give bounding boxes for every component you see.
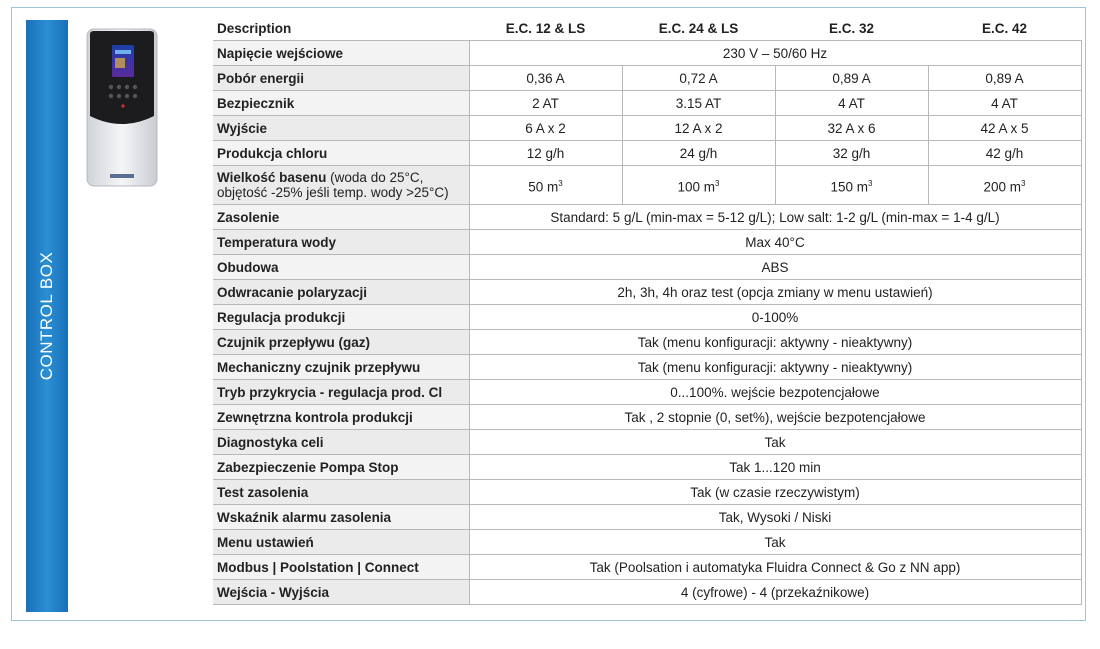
sidebar-label: CONTROL BOX: [37, 251, 56, 381]
table-row: [213, 380, 1081, 405]
cell-value: 32 g/h: [775, 141, 928, 166]
table-row: [213, 530, 1081, 555]
table-row: [213, 41, 1081, 66]
row-label: Modbus | Poolstation | Connect: [213, 555, 469, 580]
row-label: Zabezpieczenie Pompa Stop: [213, 455, 469, 480]
table-row: [213, 255, 1081, 280]
row-value: 0-100%: [469, 305, 1081, 330]
control-box-image: [86, 28, 158, 187]
row-label: Menu ustawień: [213, 530, 469, 555]
cell-value: 50 $m^3$: [469, 166, 622, 205]
row-label: Temperatura wody: [213, 230, 469, 255]
row-label: Zewnętrzna kontrola produkcji: [213, 405, 469, 430]
table-row: [213, 280, 1081, 305]
header-model: E.C. 42: [981, 20, 1028, 36]
row-value: 0...100%. wejście bezpotencjałowe: [469, 380, 1081, 405]
row-value: Tak: [469, 430, 1081, 455]
row-value: Tak (Poolsation i automatyka Fluidra Connect & Go z NN app): [469, 555, 1081, 580]
cell-value: 0,89 A: [775, 66, 928, 91]
row-label: Diagnostyka celi: [213, 430, 469, 455]
header-model: E.C. 32: [828, 20, 875, 36]
cell-value: 42 g/h: [928, 141, 1081, 166]
table-row: [213, 141, 1081, 166]
cell-value: 150 $m^3$: [775, 166, 928, 205]
table-row: [213, 205, 1081, 230]
row-label: Pobór energii: [213, 66, 469, 91]
cell-value: 4 AT: [928, 91, 1081, 116]
row-value: ABS: [469, 255, 1081, 280]
table-row: [213, 355, 1081, 380]
table-row: [213, 455, 1081, 480]
row-value: Tak: [469, 530, 1081, 555]
table-row: [213, 505, 1081, 530]
row-value: Tak (menu konfiguracji: aktywny - nieaktywny): [469, 355, 1081, 380]
cell-value: 4 AT: [775, 91, 928, 116]
row-label-note: objętość -25% jeśli temp. wody >25°C): [217, 185, 449, 200]
table-row: [213, 555, 1081, 580]
row-label: Napięcie wejściowe: [213, 41, 469, 66]
table-row: [213, 230, 1081, 255]
row-value: Tak (w czasie rzeczywistym): [469, 480, 1081, 505]
cell-value: 32 A x 6: [775, 116, 928, 141]
header-model: E.C. 24 & LS: [658, 20, 739, 36]
cell-value: 0,36 A: [469, 66, 622, 91]
table-row: [213, 330, 1081, 355]
row-label: Zasolenie: [213, 205, 469, 230]
row-label: Bezpiecznik: [213, 91, 469, 116]
cell-value: 24 g/h: [622, 141, 775, 166]
row-label: Test zasolenia: [213, 480, 469, 505]
row-label: Wejścia - Wyjścia: [213, 580, 469, 605]
table-row: [213, 91, 1081, 116]
cell-value: 3.15 AT: [622, 91, 775, 116]
row-label: Produkcja chloru: [213, 141, 469, 166]
row-label: Wskaźnik alarmu zasolenia: [213, 505, 469, 530]
cell-value: 12 A x 2: [622, 116, 775, 141]
spec-table: [213, 16, 1082, 605]
table-row: [213, 480, 1081, 505]
row-label: Mechaniczny czujnik przepływu: [213, 355, 469, 380]
row-label: Czujnik przepływu (gaz): [213, 330, 469, 355]
table-row: [213, 116, 1081, 141]
cell-value: 2 AT: [469, 91, 622, 116]
row-label: [213, 166, 469, 205]
cell-value: 0,72 A: [622, 66, 775, 91]
row-value: Tak 1...120 min: [469, 455, 1081, 480]
row-value: Max 40°C: [469, 230, 1081, 255]
table-row: [213, 405, 1081, 430]
table-header-row: [213, 16, 1081, 41]
row-value: Tak (menu konfiguracji: aktywny - nieaktywny): [469, 330, 1081, 355]
cell-value: 12 g/h: [469, 141, 622, 166]
row-label: Odwracanie polaryzacji: [213, 280, 469, 305]
row-label-note: (woda do 25°C,: [326, 170, 424, 185]
table-row: [213, 166, 1081, 205]
row-value: 2h, 3h, 4h oraz test (opcja zmiany w menu ustawień): [469, 280, 1081, 305]
row-value: Tak, Wysoki / Niski: [469, 505, 1081, 530]
table-row: [213, 580, 1081, 605]
row-label: Obudowa: [213, 255, 469, 280]
header-description: Description: [217, 20, 292, 36]
cell-value: 100 $m^3$: [622, 166, 775, 205]
table-row: [213, 430, 1081, 455]
cell-value: 42 A x 5: [928, 116, 1081, 141]
cell-value: 200 $m^3$: [928, 166, 1081, 205]
row-label-main: Wielkość basenu: [217, 170, 327, 185]
row-value: Standard: 5 g/L (min-max = 5-12 g/L); Low salt: 1-2 g/L (min-max = 1-4 g/L): [469, 205, 1081, 230]
cell-value: 0,89 A: [928, 66, 1081, 91]
row-value: Tak , 2 stopnie (0, set%), wejście bezpotencjałowe: [469, 405, 1081, 430]
cell-value: 6 A x 2: [469, 116, 622, 141]
row-value: 4 (cyfrowe) - 4 (przekaźnikowe): [469, 580, 1081, 605]
table-row: [213, 66, 1081, 91]
table-row: [213, 305, 1081, 330]
row-label: Tryb przykrycia - regulacja prod. Cl: [213, 380, 469, 405]
row-label: Regulacja produkcji: [213, 305, 469, 330]
row-value: 230 V – 50/60 Hz: [469, 41, 1081, 66]
header-model: E.C. 12 & LS: [505, 20, 586, 36]
row-label: Wyjście: [213, 116, 469, 141]
